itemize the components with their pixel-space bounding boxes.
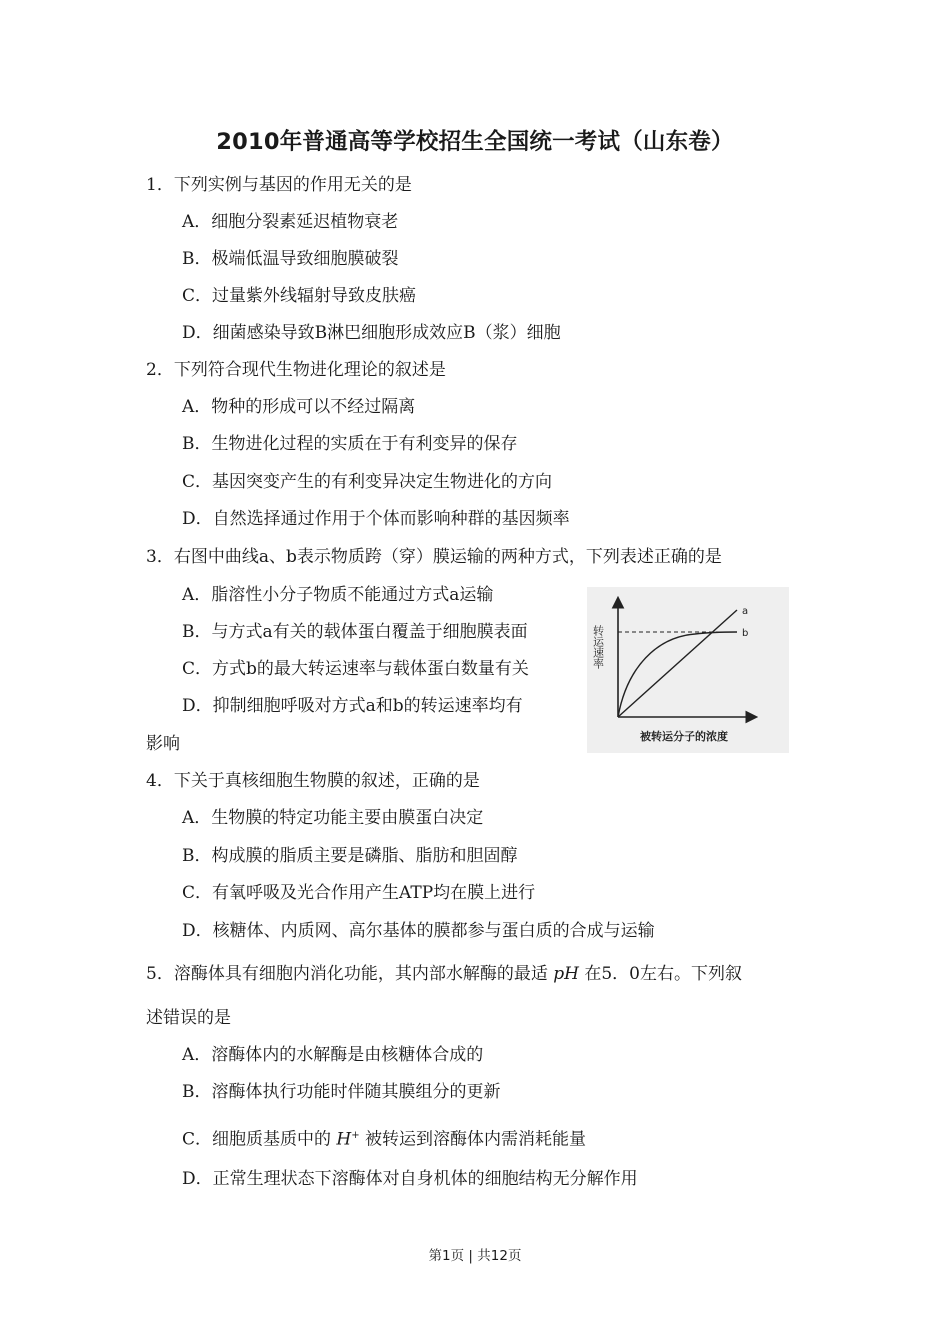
curve-a-line	[618, 610, 737, 717]
question-1-option-b: B．极端低温导致细胞膜破裂	[182, 249, 399, 269]
question-3-option-a: A．脂溶性小分子物质不能通过方式a运输	[182, 585, 494, 605]
x-axis-label: 被转运分子的浓度	[640, 730, 728, 743]
question-5-option-d: D．正常生理状态下溶酶体对自身机体的细胞结构无分解作用	[182, 1169, 638, 1189]
question-4-option-c: C．有氧呼吸及光合作用产生ATP均在膜上进行	[182, 883, 536, 903]
question-4-option-b: B．构成膜的脂质主要是磷脂、脂肪和胆固醇	[182, 846, 518, 866]
question-5-option-c	[182, 1125, 586, 1151]
question-3-option-b: B．与方式a有关的载体蛋白覆盖于细胞膜表面	[182, 622, 528, 642]
question-2-option-a: A．物种的形成可以不经过隔离	[182, 397, 416, 417]
question-2-option-b: B．生物进化过程的实质在于有利变异的保存	[182, 434, 518, 454]
question-1-stem: 1．下列实例与基因的作用无关的是	[146, 175, 412, 195]
question-5-option-c-prefix: C．细胞质基质中的	[182, 1129, 337, 1150]
curve-b-line	[618, 632, 737, 717]
transport-rate-figure	[587, 587, 789, 753]
question-1-option-c: C．过量紫外线辐射导致皮肤癌	[182, 286, 417, 306]
y-axis-label: 转运速率	[591, 625, 605, 669]
question-1-option-a: A．细胞分裂素延迟植物衰老	[182, 212, 399, 232]
question-3-option-c: C．方式b的最大转运速率与载体蛋白数量有关	[182, 659, 529, 679]
question-4-option-d: D．核糖体、内质网、高尔基体的膜都参与蛋白质的合成与运输	[182, 921, 655, 941]
question-5-stem	[146, 963, 742, 985]
page-footer: 第1页 | 共12页	[428, 1248, 522, 1264]
question-4-stem: 4．下关于真核细胞生物膜的叙述，正确的是	[146, 771, 480, 791]
question-5-stem-part1: 5．溶酶体具有细胞内消化功能，其内部水解酶的最适	[146, 964, 554, 984]
question-5-option-c-suffix: 被转运到溶酶体内需消耗能量	[359, 1129, 587, 1150]
curve-b-label: b	[742, 628, 749, 639]
question-1-option-d: D．细菌感染导致B淋巴细胞形成效应B（浆）细胞	[182, 323, 561, 343]
question-5-stem-line2: 述错误的是	[146, 1008, 231, 1028]
question-2-option-d: D．自然选择通过作用于个体而影响种群的基因频率	[182, 509, 570, 529]
question-3-option-d-continuation: 影响	[146, 734, 180, 754]
question-3-option-d: D．抑制细胞呼吸对方式a和b的转运速率均有	[182, 696, 523, 716]
question-5-option-b: B．溶酶体执行功能时伴随其膜组分的更新	[182, 1082, 501, 1102]
page-title: 2010年普通高等学校招生全国统一考试（山东卷）	[216, 129, 734, 155]
hydrogen-ion-charge: +	[351, 1130, 360, 1141]
question-2-stem: 2．下列符合现代生物进化理论的叙述是	[146, 360, 446, 380]
question-2-option-c: C．基因突变产生的有利变异决定生物进化的方向	[182, 472, 553, 492]
question-3-stem: 3．右图中曲线a、b表示物质跨（穿）膜运输的两种方式，下列表述正确的是	[146, 547, 722, 567]
curve-a-label: a	[742, 606, 749, 617]
question-5-stem-part2: 在5．0左右。下列叙	[578, 964, 742, 984]
question-5-option-a: A．溶酶体内的水解酶是由核糖体合成的	[182, 1045, 484, 1065]
question-4-option-a: A．生物膜的特定功能主要由膜蛋白决定	[182, 808, 484, 828]
transport-rate-graph	[587, 587, 789, 753]
hydrogen-ion-symbol: H	[336, 1129, 352, 1150]
ph-symbol: pH	[553, 964, 579, 984]
